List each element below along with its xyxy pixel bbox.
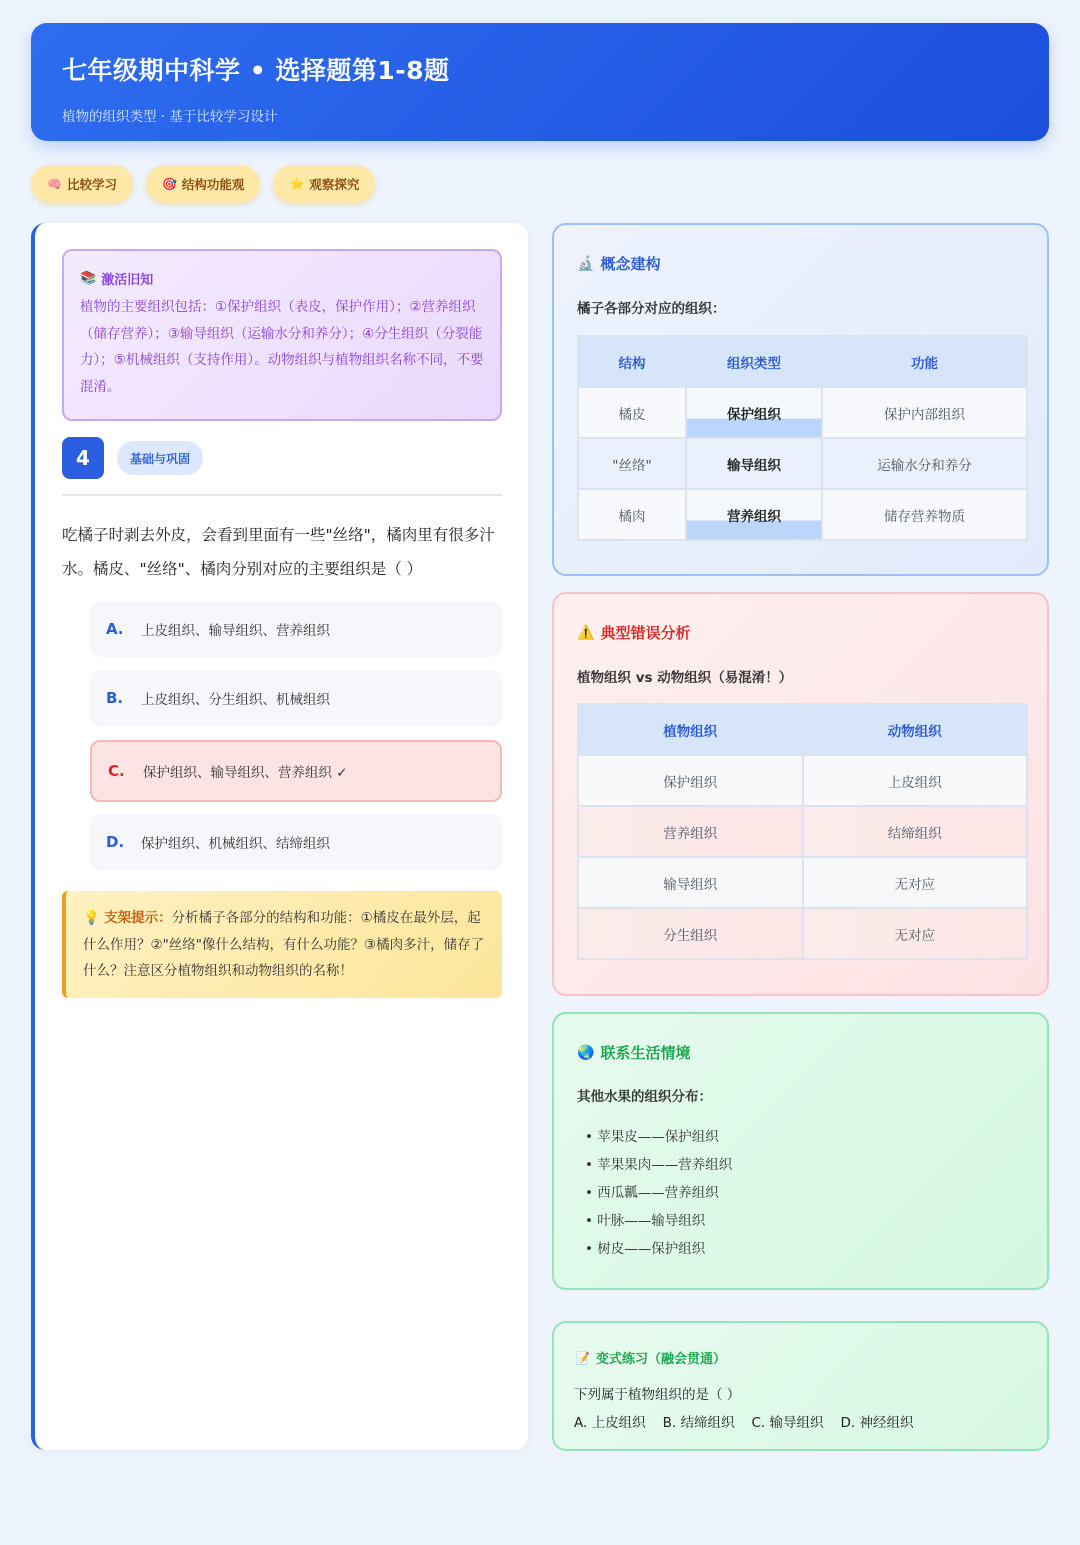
table-cell: 分生组织 <box>579 909 802 958</box>
life-title <box>577 1042 690 1063</box>
tag-compare <box>31 165 133 203</box>
option-text: 保护组织、输导组织、营养组织 ✓ <box>143 765 348 781</box>
table-cell: 橘皮 <box>579 388 685 437</box>
list-item: • 树皮——保护组织 <box>585 1235 732 1263</box>
table-cell: "丝络" <box>579 439 685 488</box>
warning-icon: ⚠️ <box>577 624 595 641</box>
activate-text: 植物的主要组织包括：①保护组织（表皮，保护作用）；②营养组织（储存营养）；③输导组织（运输水分和养分）；④分生组织（分裂能力）；⑤机械组织（支持作用）。动物组织与植物组织名称不同，不要混淆。 <box>80 299 484 395</box>
activate-title <box>80 269 484 288</box>
table-row <box>579 756 1026 805</box>
table-cell: 保护组织 <box>579 756 802 805</box>
option-text: 上皮组织、分生组织、机械组织 <box>141 692 330 708</box>
table-cell: 无对应 <box>804 909 1027 958</box>
table-cell: 无对应 <box>804 858 1027 907</box>
practice-option-a[interactable]: A. 上皮组织 <box>574 1415 646 1431</box>
tag-label: 观察探究 <box>309 177 360 192</box>
table-cell: 保护组织 <box>687 388 821 437</box>
table-row <box>579 490 1026 539</box>
practice-question: 下列属于植物组织的是（ ） <box>574 1387 741 1403</box>
practice-options <box>574 1411 913 1431</box>
list-item: • 叶脉——输导组织 <box>585 1207 732 1235</box>
page-title: 七年级期中科学 • 选择题第1-8题 <box>62 56 450 85</box>
option-letter: B. <box>106 689 124 707</box>
error-title <box>577 622 690 643</box>
tag-label: 比较学习 <box>66 177 117 192</box>
question-number: 4 <box>62 437 104 479</box>
memo-icon: 📝 <box>575 1350 590 1365</box>
life-title-text: 联系生活情境 <box>600 1044 691 1062</box>
table-row <box>579 439 1026 488</box>
page-header <box>31 23 1049 141</box>
star-icon: ⭐ <box>289 177 305 191</box>
target-icon: 🎯 <box>161 177 177 191</box>
concept-subtitle: 橘子各部分对应的组织： <box>577 301 726 317</box>
table-cell: 上皮组织 <box>804 756 1027 805</box>
table-header-row <box>579 705 1026 754</box>
brain-icon: 🧠 <box>47 177 62 191</box>
practice-title <box>575 1348 726 1367</box>
option-text: 上皮组织、输导组织、营养组织 <box>141 623 330 639</box>
table-cell: 储存营养物质 <box>823 490 1026 539</box>
table-header: 动物组织 <box>804 705 1027 754</box>
tag-observe <box>273 165 375 203</box>
table-cell: 运输水分和养分 <box>823 439 1026 488</box>
error-analysis-card <box>552 592 1049 996</box>
practice-option-c[interactable]: C. 输导组织 <box>751 1415 824 1431</box>
life-subtitle: 其他水果的组织分布： <box>577 1089 712 1105</box>
concept-card <box>552 223 1049 576</box>
table-header: 植物组织 <box>579 705 802 754</box>
tag-structure <box>146 165 260 203</box>
hint-text: 分析橘子各部分的结构和功能：①橘皮在最外层，起什么作用？②"丝络"像什么结构，有什么功能？③橘肉多汁，储存了什么？注意区分植物组织和动物组织的名称！ <box>83 910 485 979</box>
table-cell: 营养组织 <box>579 807 802 856</box>
activate-box <box>62 249 502 421</box>
hint-label: 支架提示： <box>104 910 172 926</box>
option-d[interactable] <box>90 814 502 870</box>
table-row <box>579 388 1026 437</box>
books-icon: 📚 <box>80 271 97 286</box>
table-header: 功能 <box>823 337 1026 386</box>
question-card <box>31 223 528 1450</box>
option-c[interactable] <box>90 740 502 802</box>
option-b[interactable] <box>90 670 502 726</box>
activate-title-text: 激活旧知 <box>101 273 154 288</box>
question-stem: 吃橘子时剥去外皮，会看到里面有一些"丝络"，橘肉里有很多汁水。橘皮、"丝络"、橘肉分别对应的主要组织是（ ） <box>62 526 495 578</box>
tag-list <box>31 165 375 203</box>
table-cell: 橘肉 <box>579 490 685 539</box>
globe-icon: 🌏 <box>577 1044 595 1061</box>
table-header: 结构 <box>579 337 685 386</box>
error-subtitle: 植物组织 vs 动物组织（易混淆！） <box>577 670 793 686</box>
option-letter: A. <box>106 620 124 638</box>
table-header-row <box>579 337 1026 386</box>
list-item: • 西瓜瓤——营养组织 <box>585 1179 732 1207</box>
practice-option-d[interactable]: D. 神经组织 <box>840 1415 914 1431</box>
list-item: • 苹果皮——保护组织 <box>585 1123 732 1151</box>
page-subtitle: 植物的组织类型 · 基于比较学习设计 <box>62 109 278 125</box>
divider <box>62 494 502 496</box>
table-cell: 结缔组织 <box>804 807 1027 856</box>
table-cell: 营养组织 <box>687 490 821 539</box>
table-cell: 保护内部组织 <box>823 388 1026 437</box>
option-letter: C. <box>108 762 125 780</box>
lightbulb-icon: 💡 <box>83 910 100 926</box>
comparison-table <box>577 703 1028 960</box>
tag-label: 结构功能观 <box>181 177 245 192</box>
table-cell: 输导组织 <box>687 439 821 488</box>
life-list <box>585 1123 732 1263</box>
table-row <box>579 858 1026 907</box>
microscope-icon: 🔬 <box>577 255 595 272</box>
error-title-text: 典型错误分析 <box>600 624 691 642</box>
list-item: • 苹果果肉——营养组织 <box>585 1151 732 1179</box>
practice-option-b[interactable]: B. 结缔组织 <box>662 1415 735 1431</box>
hint-box <box>62 891 502 998</box>
table-header: 组织类型 <box>687 337 821 386</box>
table-cell: 输导组织 <box>579 858 802 907</box>
practice-title-text: 变式练习（融会贯通） <box>595 1352 726 1367</box>
table-row <box>579 807 1026 856</box>
practice-card <box>552 1321 1049 1451</box>
table-row <box>579 909 1026 958</box>
life-context-card <box>552 1012 1049 1290</box>
option-a[interactable] <box>90 601 502 657</box>
concept-title-text: 概念建构 <box>600 255 661 273</box>
concept-table <box>577 335 1028 541</box>
concept-title <box>577 253 660 274</box>
option-text: 保护组织、机械组织、结缔组织 <box>141 836 330 852</box>
question-level-badge: 基础与巩固 <box>117 441 203 475</box>
option-letter: D. <box>106 833 125 851</box>
